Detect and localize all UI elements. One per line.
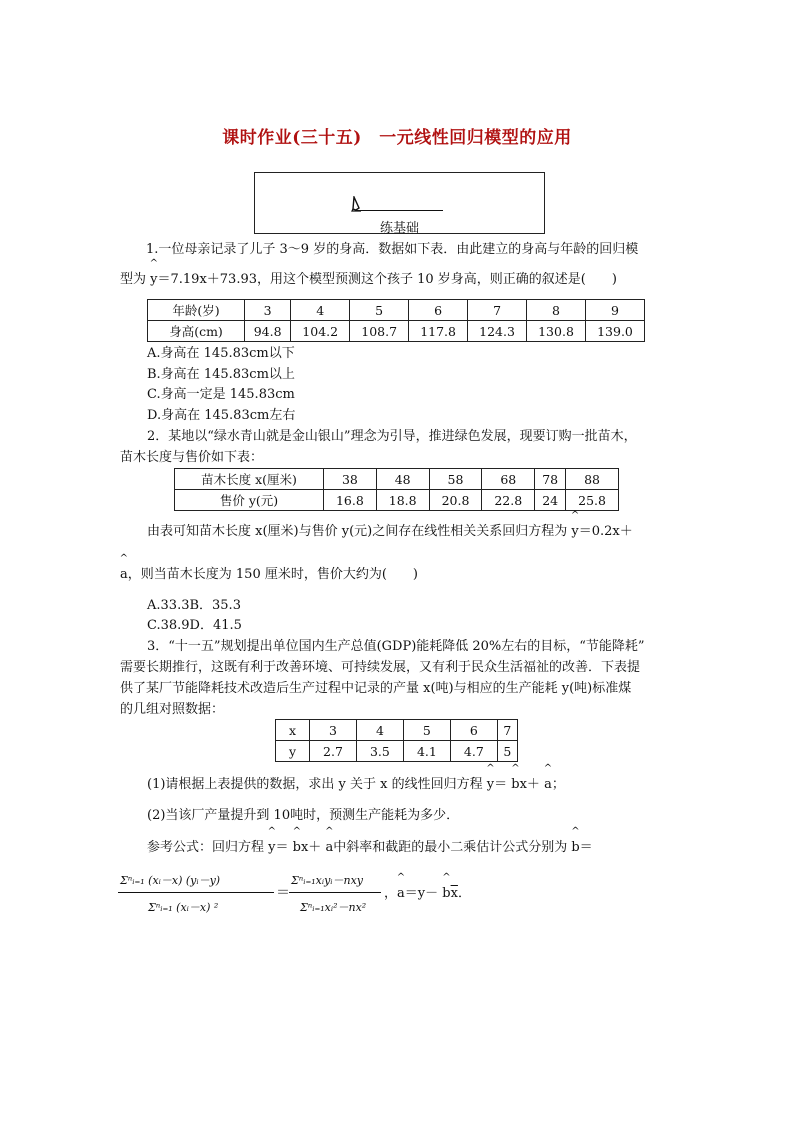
table-row: 售价 y(元) 16.8 18.8 20.8 22.8 24 25.8 xyxy=(175,490,619,511)
q2-table xyxy=(174,468,619,511)
table-row: x 3 4 5 6 7 xyxy=(276,720,518,741)
q1-option-c: C.身高一定是 145.83cm xyxy=(147,387,295,402)
formula3: ，^ a＝y－ ^ $b\overline{x}$． xyxy=(384,884,471,904)
q1-line1: 1.一位母亲记录了儿子 3～9 岁的身高．数据如下表．由此建立的身高与年龄的回归模 xyxy=(146,242,639,257)
q2-line4: ^ a，则当苗木长度为 150 厘米时，售价大约为( ) xyxy=(120,565,418,585)
y-hat: ^ y xyxy=(150,270,157,290)
q1-option-a: A.身高在 145.83cm以下 xyxy=(147,346,295,361)
b-hat: ^ b xyxy=(442,884,450,904)
table-row: y 2.7 3.5 4.1 4.7 5 xyxy=(276,741,518,762)
q3-table xyxy=(275,719,518,762)
q3-line1: 3．“十一五”规划提出单位国内生产总值(GDP)能耗降低 20%左右的目标，“节能降耗” xyxy=(147,639,645,654)
formula1-bar xyxy=(118,892,274,893)
formula2-bar xyxy=(289,892,381,893)
q3-line4: 的几组对照数据： xyxy=(120,702,225,717)
y-hat: ^ y xyxy=(571,522,578,542)
a-hat: ^ a xyxy=(120,565,128,585)
q2-line3: 由表可知苗木长度 x(厘米)与售价 y(元)之间存在线性相关关系回归方程为 ^ y＝0.2x＋ xyxy=(147,522,633,542)
q1-option-d: D.身高在 145.83cm左右 xyxy=(147,408,296,423)
q3-part2: (2)当该厂产量提升到 10吨时，预测生产能耗为多少． xyxy=(147,808,460,823)
banner-label: 练基础 xyxy=(379,221,419,236)
table-row: 苗木长度 x(厘米) 38 48 58 68 78 88 xyxy=(175,469,619,490)
y-hat: ^ y xyxy=(487,775,494,795)
b-hat: ^ b xyxy=(511,775,519,795)
banner-underline xyxy=(355,210,443,211)
x-bar: $\overline{x}$ xyxy=(450,886,458,901)
a-hat: ^ a xyxy=(544,775,552,795)
page-title: 课时作业(三十五) 一元线性回归模型的应用 xyxy=(222,128,572,148)
formula2-denominator: Σⁿᵢ₌₁xᵢ²－nx² xyxy=(300,901,367,914)
a-hat: ^ a xyxy=(397,884,405,904)
a-hat: ^ a xyxy=(325,838,333,858)
formula1-numerator: Σⁿᵢ₌₁ (xᵢ－x) (yᵢ－y) xyxy=(120,874,221,887)
q1-table xyxy=(147,299,645,342)
q2-options-row1: A.33.3B．35.3 xyxy=(147,598,241,613)
formula-equals: ＝ xyxy=(276,885,290,901)
b-hat: ^ b xyxy=(293,838,301,858)
q3-line2: 需要长期推行，这既有利于改善环境、可持续发展，又有利于民众生活福祉的改善．下表提 xyxy=(120,660,641,675)
section-banner xyxy=(254,172,545,234)
y-hat: ^ y xyxy=(268,838,275,858)
q2-line1: 2．某地以“绿水青山就是金山银山”理念为引导，推进绿色发展，现要订购一批苗木， xyxy=(147,429,637,444)
q3-part1: (1)请根据上表提供的数据，求出 y 关于 x 的线性回归方程 ^ y＝ ^ bx＋ ^ a； xyxy=(147,775,565,795)
formula2-numerator: Σⁿᵢ₌₁xᵢyᵢ－nxy xyxy=(291,874,364,887)
q2-line2: 苗木长度与售价如下表： xyxy=(120,450,264,465)
q1-option-b: B.身高在 145.83cm以上 xyxy=(147,367,295,382)
table-row: 身高(cm) 94.8 104.2 108.7 117.8 124.3 130.8 139.0 xyxy=(148,321,645,342)
table-row: 年龄(岁) 3 4 5 6 7 8 9 xyxy=(148,300,645,321)
q3-reference: 参考公式：回归方程 ^ y＝ ^ bx＋ ^ a中斜率和截距的最小二乘估计公式分别为 ^ b＝ xyxy=(147,838,593,858)
q3-line3: 供了某厂节能降耗技术改造后生产过程中记录的产量 x(吨)与相应的生产能耗 y(吨)标准煤 xyxy=(120,681,632,696)
q2-options-row2: C.38.9D．41.5 xyxy=(147,618,242,633)
q1-line2: 型为 ^ y＝7.19x＋73.93，用这个模型预测这个孩子 10 岁身高，则正确的叙述是( ) xyxy=(120,270,617,290)
b-hat: ^ b xyxy=(571,838,579,858)
formula1-denominator: Σⁿᵢ₌₁ (xᵢ－x) ² xyxy=(148,901,219,914)
